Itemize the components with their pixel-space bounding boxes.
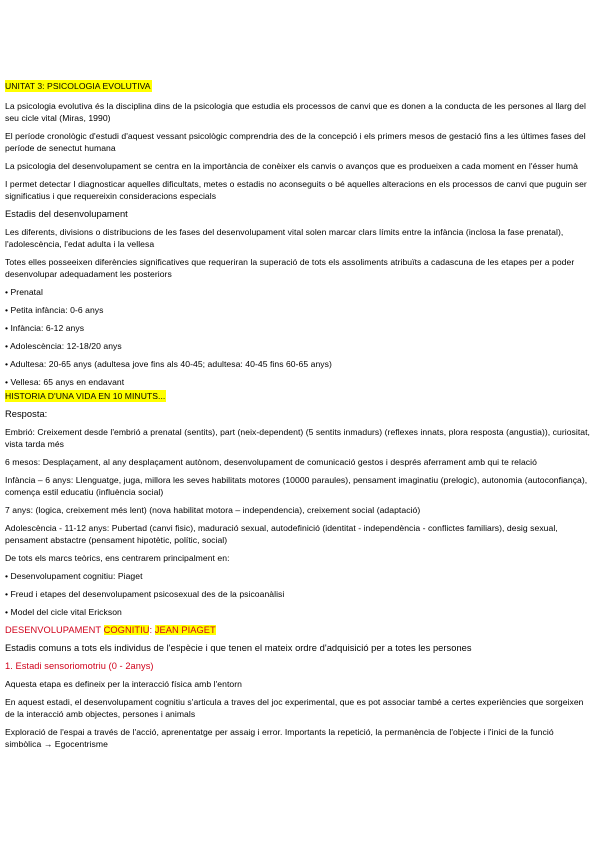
- stage1-paragraph: Aquesta etapa es defineix per la interacció física amb l'entorn: [5, 679, 242, 689]
- answer-paragraph: 6 mesos: Desplaçament, al any desplaçament autònom, desenvolupament de comunicació gestos i després aferrament amb qui te relació: [5, 457, 537, 467]
- stage-list-item: • Adultesa: 20-65 anys (adultesa jove fins als 40-45; adultesa: 40-45 fins 60-65 anys): [5, 359, 332, 369]
- frameworks-intro: De tots els marcs teòrics, ens centrarem principalment en:: [5, 553, 230, 563]
- story-title-text: HISTORIA D'UNA VIDA EN 10 MINUTS...: [5, 391, 166, 401]
- stage-list-item: • Prenatal: [5, 287, 43, 297]
- intro-paragraph: I permet detectar I diagnosticar aquelles dificultats, metes o estadis no aconseguits o bé aquelles alteracions en els processos de canvi que puguin ser significatius i que requereixin consideracions especials: [5, 179, 587, 201]
- stage1-paragraph: En aquest estadi, el desenvolupament cognitiu s'articula a traves del joc experimental, que es pot associar també a certes experiències que sorgeixen de la interacció amb objectes, persones i animals: [5, 697, 584, 719]
- answer-paragraph: Embrió: Creixement desde l'embrió a prenatal (sentits), part (neix-dependent) (5 sentits inmadurs) (reflexes innats, plora resposta (angustia)), curiositat, vista tarda més: [5, 427, 590, 449]
- cognitive-heading-part1: DESENVOLUPAMENT: [5, 625, 104, 635]
- cognitive-heading-sep: :: [149, 625, 155, 635]
- cognitive-heading-part2: COGNITIU: [103, 625, 150, 635]
- intro-paragraph: El període cronològic d'estudi d'aquest vessant psicològic comprendria des de la concepció i els primers mesos de gestació fins a les últimes fases del període de senectut humana: [5, 131, 586, 153]
- intro-paragraph: La psicologia evolutiva és la disciplina dins de la psicologia que estudia els processos de canvi que es donen a la conducta de les persones al llarg del seu cicle vital (Miras, 1990): [5, 101, 586, 123]
- stage1-paragraph: Exploració de l'espai a través de l'acció, aprenentatge per assaig i error. Importants la repetició, la permanència de l'objecte i l'inici de la funció simbòlica → Egocentrisme: [5, 727, 554, 749]
- stages-paragraph: Les diferents, divisions o distribucions de les fases del desenvolupament vital solen marcar clars límits entre la infància (inclosa la fase prenatal), l'adolescència, l'edat adulta i la vellesa: [5, 227, 564, 249]
- answer-paragraph: Infància – 6 anys: Llenguatge, juga, millora les seves habilitats motores (10000 paraules), pensament imaginatiu (prelogic), autonomia (autoconfiança), comença estil educatiu (influència social): [5, 475, 588, 497]
- answer-paragraph: 7 anys: (logica, creixement més lent) (nova habilitat motora – independencia), creixement social (adaptació): [5, 505, 421, 515]
- framework-item: • Desenvolupament cognitiu: Piaget: [5, 571, 143, 581]
- unit-title: [5, 80, 590, 92]
- intro-paragraph: La psicologia del desenvolupament se centra en la importància de conèixer els canvis o avanços que es produeixen a cada moment en l'ésser humà: [5, 161, 578, 171]
- cognitive-intro: Estadis comuns a tots els individus de l'espècie i que tenen el mateix ordre d'adquisició per a totes les persones: [5, 643, 472, 653]
- stage-list-item: • Petita infància: 0-6 anys: [5, 305, 104, 315]
- stage-list-item: • Vellesa: 65 anys en endavant: [5, 377, 125, 387]
- document-content: [5, 80, 590, 750]
- framework-item: • Model del cicle vital Erickson: [5, 607, 122, 617]
- answer-label: Resposta:: [5, 409, 48, 419]
- stage-list-item: • Infància: 6-12 anys: [5, 323, 85, 333]
- answer-paragraph: Adolescència - 11-12 anys: Pubertad (canvi fisic), maduració sexual, autodefinició (identitat - independència - conflictes familiars), desig sexual, pensament abstactre (pensament hipotètic, polític, social): [5, 523, 558, 545]
- stages-title: Estadis del desenvolupament: [5, 209, 128, 219]
- framework-item: • Freud i etapes del desenvolupament psicosexual des de la psicoanàlisi: [5, 589, 285, 599]
- unit-title-text: UNITAT 3: PSICOLOGIA EVOLUTIVA: [5, 81, 151, 91]
- stages-paragraph: Totes elles posseeixen diferències significatives que requeriran la superació de tots els assoliments atribuïts a cadascuna de les etapes per a poder desenvolupar adequadament les posteriors: [5, 257, 575, 279]
- stage-list-item: • Adolescència: 12-18/20 anys: [5, 341, 122, 351]
- cognitive-heading-part3: JEAN PIAGET: [154, 625, 216, 635]
- stage1-title: 1. Estadi sensoriomotriu (0 - 2anys): [5, 661, 154, 671]
- story-title: [5, 390, 590, 402]
- cognitive-heading: [5, 624, 590, 636]
